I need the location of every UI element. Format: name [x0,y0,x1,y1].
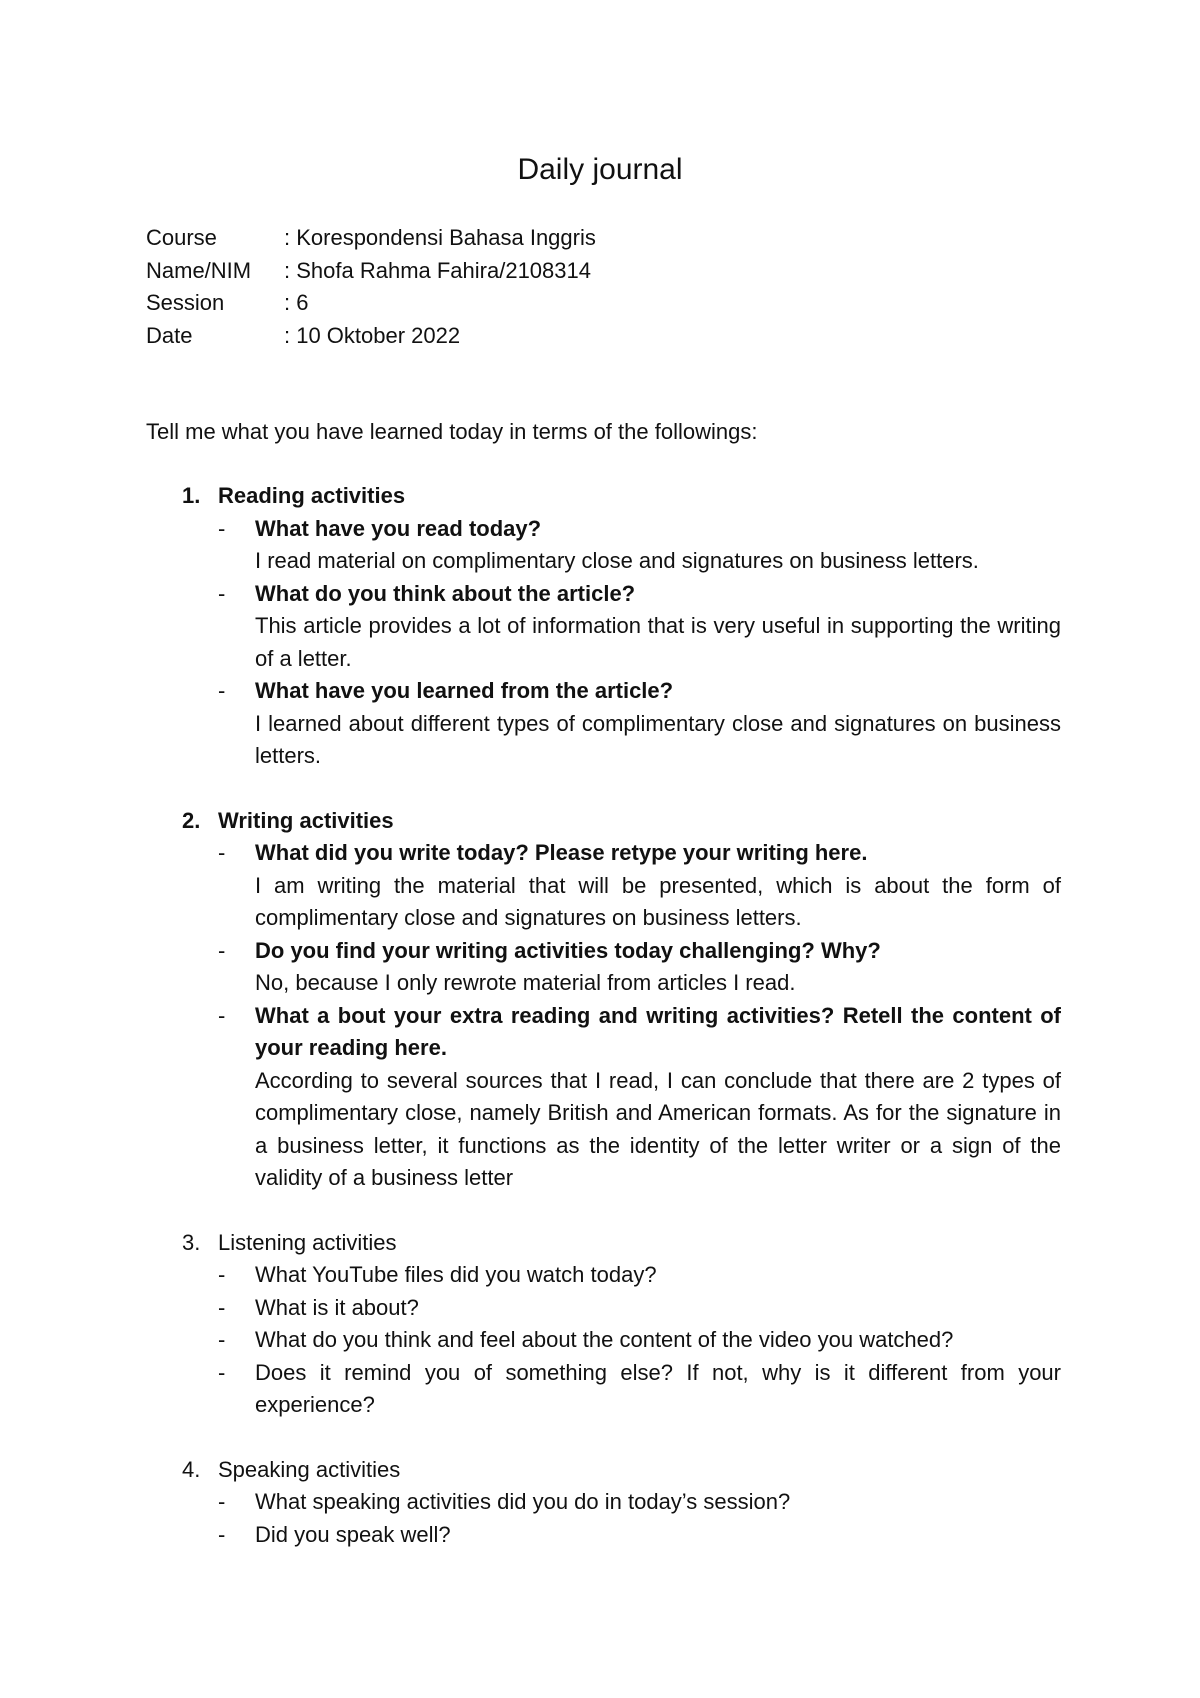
info-value: : 10 Oktober 2022 [284,322,461,348]
bullet-dash: - [218,840,226,865]
bullet-dash: - [218,1359,226,1385]
section-heading [0,1227,1200,1260]
list-item [0,935,1200,1000]
question-text: What do you think and feel about the content of the video you watched? [255,1327,954,1352]
answer-text: I learned about different types of complimentary close and signatures on business letters. [255,710,1061,768]
bullet-dash: - [218,1489,226,1514]
question-text: What a bout your extra reading and writing activities? Retell the content of your reading here. [255,1002,1061,1060]
info-row-course [146,222,596,255]
list-item [0,578,1200,676]
list-item [0,1259,1200,1292]
section-listening [0,1227,1200,1422]
question-text: What have you read today? [255,515,542,541]
list-item [0,1357,1200,1422]
section-reading [0,480,1200,773]
prompt-text: Tell me what you have learned today in terms of the followings: [146,419,758,444]
list-item [0,675,1200,773]
bullet-dash: - [218,1294,226,1320]
section-number: 1. [182,483,201,508]
page-title: Daily journal [517,153,683,186]
section-items [0,513,1200,773]
info-row-name [146,255,596,288]
section-title: Listening activities [218,1229,397,1255]
info-block [146,222,596,352]
question-text: What YouTube files did you watch today? [255,1262,657,1287]
info-key: Date [146,322,193,348]
info-value: : Korespondensi Bahasa Inggris [284,225,596,250]
section-title: Writing activities [218,807,394,833]
section-heading [0,805,1200,838]
section-writing [0,805,1200,1195]
bullet-dash: - [218,580,226,606]
sections-list [0,480,1200,1583]
info-key: Course [146,225,217,250]
section-speaking [0,1454,1200,1552]
bullet-dash: - [218,1262,226,1287]
bullet-dash: - [218,515,226,541]
bullet-dash: - [218,678,226,703]
list-item [0,837,1200,935]
list-item [0,1486,1200,1519]
section-heading [0,1454,1200,1487]
section-heading [0,480,1200,513]
answer-text: I read material on complimentary close and signatures on business letters. [255,548,979,573]
list-item [0,1292,1200,1325]
bullet-dash: - [218,1521,226,1547]
section-title: Reading activities [218,483,406,508]
info-row-session [146,287,596,320]
section-title: Speaking activities [218,1456,401,1482]
bullet-dash: - [218,1327,226,1352]
info-key: Session [146,290,225,315]
section-number: 2. [182,807,201,833]
question-text: Did you speak well? [255,1521,451,1547]
section-number: 3. [182,1229,201,1255]
list-item [0,1324,1200,1357]
answer-text: This article provides a lot of information that is very useful in supporting the writing of a letter. [255,613,1061,671]
info-value: : Shofa Rahma Fahira/2108314 [284,257,591,283]
question-text: Does it remind you of something else? If not, why is it different from your experience? [255,1359,1061,1417]
answer-text: I am writing the material that will be presented, which is about the form of complimentary close and signatures on business letters. [255,872,1061,930]
question-text: Do you find your writing activities today challenging? Why? [255,937,881,963]
list-item [0,513,1200,578]
list-item [0,1000,1200,1195]
answer-text: According to several sources that I read, I can conclude that there are 2 types of complimentary close, namely British and American formats. As for the signature in a business letter, it functions as the identity of the letter writer or a sign of the validity of a business letter [255,1067,1061,1190]
question-text: What have you learned from the article? [255,678,674,703]
question-text: What do you think about the article? [255,580,636,606]
info-key: Name/NIM [146,257,252,283]
list-item [0,1519,1200,1552]
bullet-dash: - [218,1002,226,1028]
question-text: What did you write today? Please retype your writing here. [255,840,868,865]
info-value: : 6 [284,290,309,315]
question-text: What is it about? [255,1294,419,1320]
info-row-date [146,320,596,353]
section-items [0,837,1200,1195]
section-items [0,1259,1200,1422]
question-text: What speaking activities did you do in today’s session? [255,1489,791,1514]
bullet-dash: - [218,937,226,963]
section-items [0,1486,1200,1551]
answer-text: No, because I only rewrote material from articles I read. [255,970,796,995]
section-number: 4. [182,1456,201,1482]
